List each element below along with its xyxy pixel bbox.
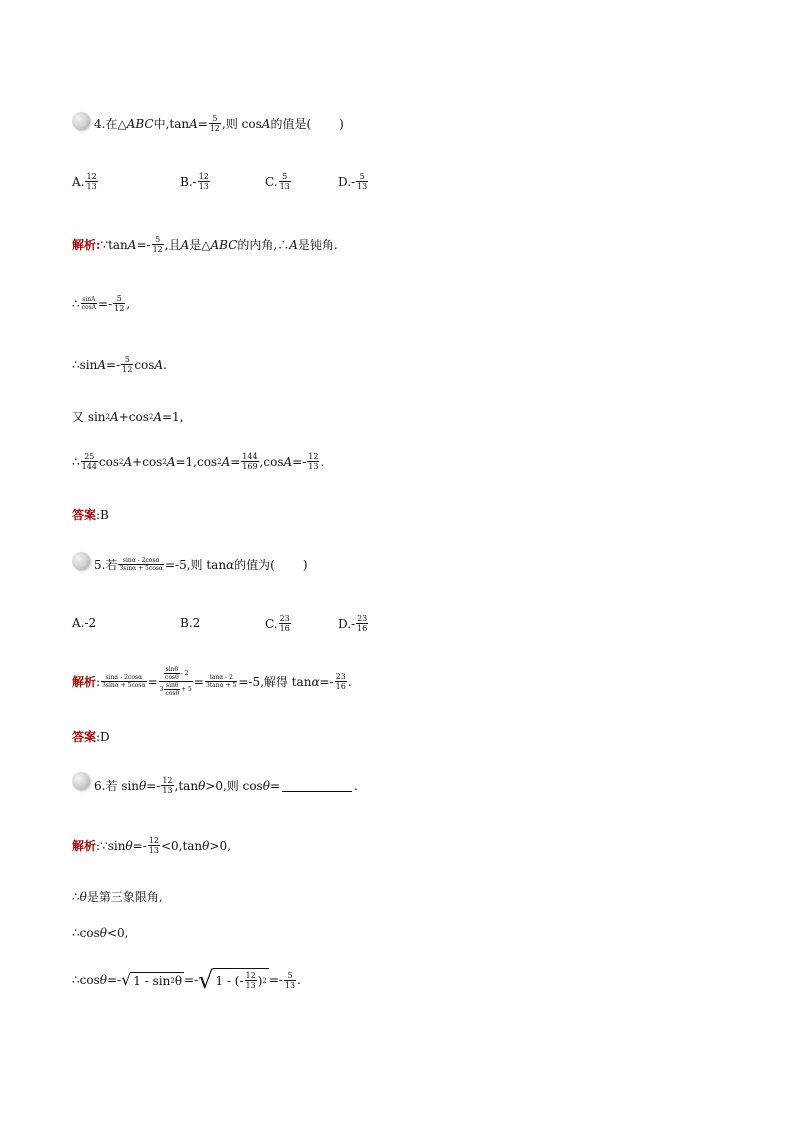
q4-solution-line-1: 解析: ∵tan A =- $\frac{5}{12}$ ,且 A 是△ ABC 的内角,∴ A 是钝角. xyxy=(72,235,338,254)
q5-solution: 解析 : $\frac{\sin\alpha - 2\cos\alpha}{3\sin\alpha + 5\cos\alpha}$ = $\frac{\sin\theta}{\cos\theta}$ - 2 3 $\frac{\sin\theta}{\cos\theta}$ + 5 = $\frac{\tan\alpha - 2}{3\tan\alpha + 5}$ =-5,解得 tan α =- $\frac{23}{16}$ . xyxy=(72,666,352,697)
fraction: $\frac{5}{12}$ xyxy=(209,114,221,133)
compound-fraction: $\frac{\sin\theta}{\cos\theta}$ - 2 3 $\frac{\sin\theta}{\cos\theta}$ + 5 xyxy=(159,666,192,697)
q4-solution-line-4: 又 sin 2 A +cos 2 A =1, xyxy=(72,409,184,424)
q5-answer: 答案 :D xyxy=(72,729,110,744)
q4-solution-line-3: ∴sin A =- $\frac{5}{12}$ cos A . xyxy=(72,355,167,374)
option-d[interactable]: D. - $\frac{23}{16}$ xyxy=(338,614,368,633)
q6-solution-line-3: ∴cos θ <0, xyxy=(72,926,129,940)
option-c[interactable]: C. $\frac{5}{13}$ xyxy=(265,172,290,191)
answer-blank[interactable] xyxy=(282,779,352,792)
q4-solution-line-2: ∴ $\frac{\sin A}{\cos A}$ =- $\frac{5}{12}$ , xyxy=(72,294,131,313)
option-d[interactable]: D. - $\frac{5}{13}$ xyxy=(338,172,368,191)
option-b[interactable]: B. - $\frac{12}{13}$ xyxy=(180,172,209,191)
q6-solution-line-4: ∴cos θ =- √ 1 - sin 2 θ =- √ 1 - ( - $\frac{12}{13}$ ) 2 =- $\frac{5}{13}$ . xyxy=(72,966,301,994)
question-5-stem: 5. 若 $\frac{\sin\alpha - 2\cos\alpha}{3\sin\alpha + 5\cos\alpha}$ =-5,则 tan α 的值为( ) xyxy=(94,557,308,572)
option-a[interactable]: A. -2 xyxy=(72,616,97,630)
question-6-stem: 6. 若 sin θ =- $\frac{12}{13}$ ,tan θ >0,则 cos θ = . xyxy=(94,776,358,795)
q4-answer: 答案 :B xyxy=(72,507,109,522)
square-root: √ 1 - sin 2 θ xyxy=(121,970,183,989)
option-a[interactable]: A. $\frac{12}{13}$ xyxy=(72,172,97,191)
q4-solution-line-5: ∴ $\frac{25}{144}$ cos 2 A +cos 2 A =1,cos 2 A = $\frac{144}{169}$ ,cos A =- $\frac{12}{13}$ . xyxy=(72,452,325,471)
question-4-stem: 4. 在△ ABC 中,tan A = $\frac{5}{12}$ ,则 cos A 的值是( ) xyxy=(94,114,344,133)
option-c[interactable]: C. $\frac{23}{16}$ xyxy=(265,614,290,633)
option-b[interactable]: B. 2 xyxy=(180,616,201,630)
q6-solution-line-2: ∴ θ 是第三象限角, xyxy=(72,889,163,904)
q6-solution-line-1: 解析 :∵sin θ =- $\frac{12}{13}$ <0,tan θ >0, xyxy=(72,836,231,855)
square-root: √ 1 - ( - $\frac{12}{13}$ ) 2 xyxy=(198,966,267,994)
